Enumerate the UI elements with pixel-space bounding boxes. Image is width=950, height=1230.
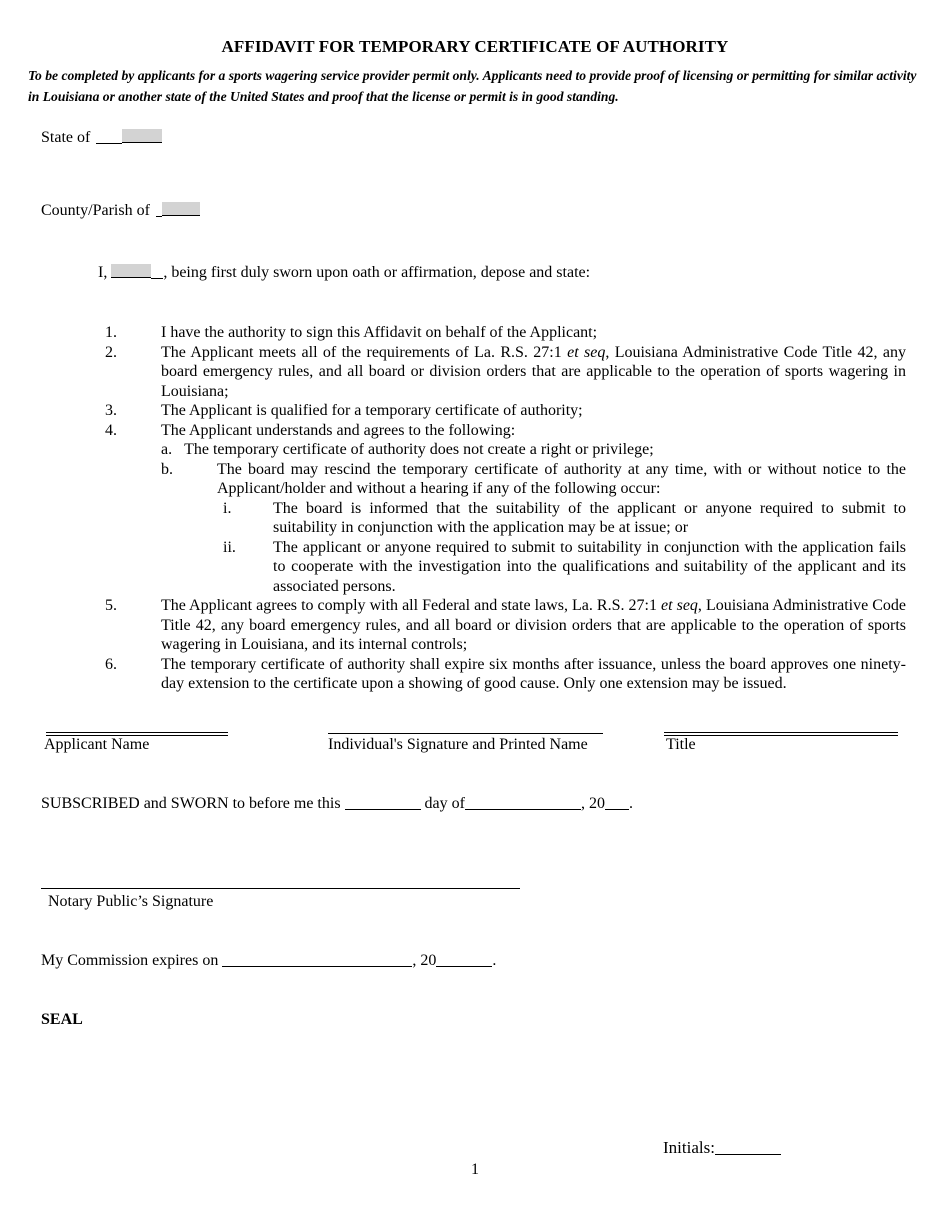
statement-text: The Applicant meets all of the requirements of La. R.S. 27:1 et seq, Louisiana Administrative Code Title 42, any board emergency rules, and all board or division orders that are applicable to the operation of sports wagering in Louisiana; [161,343,906,400]
title-line-double [664,735,898,736]
instructions-subtitle: To be completed by applicants for a sports wagering service provider permit only. Applicants need to provide proof of licensing or permitting for similar activity in Louisiana or another state of the United States and proof that the license or permit is in good standing. [28,68,917,104]
seal-label: SEAL [41,1011,83,1028]
county-line [41,201,200,221]
individual-signature-label: Individual's Signature and Printed Name [328,736,588,753]
statement-number: 4. [105,421,117,439]
initials-label: Initials: [663,1138,715,1157]
affiant-underline [151,264,163,279]
subscribed-day-of: day of [424,795,465,812]
affiant-name-input[interactable] [111,264,151,278]
commission-year-prefix: , 20 [412,952,437,969]
title-label: Title [666,736,696,753]
commission-text: My Commission expires on [41,952,219,969]
statement-number: 3. [105,402,117,419]
affidavit-statements [100,323,906,694]
statement-text: The Applicant agrees to comply with all Federal and state laws, La. R.S. 27:1 et seq, Louisiana Administrative Code Title 42, any board emergency rules, and all board or division orders that are applicable to the operation of sports wagering in Louisiana, and its internal controls; [161,597,907,653]
commission-end: . [492,952,497,969]
sub-label: a. [161,441,173,458]
oath-line [98,263,590,283]
applicant-name-label: Applicant Name [44,736,150,753]
month-input[interactable] [465,795,581,810]
statement-6 [100,655,906,694]
initials-input[interactable] [715,1140,781,1155]
subscribed-line [41,794,633,814]
state-label: State of [41,129,91,146]
commission-line [41,951,496,971]
statement-text: The temporary certificate of authority shall expire six months after issuance, unless the board approves one ninety-day extension to the certificate upon a showing of good cause. Only one extension may be issued. [161,655,906,692]
subscribed-text: SUBSCRIBED and SWORN to before me this [41,795,341,812]
sub-text: The applicant or anyone required to submit to suitability in conjunction with the application fails to cooperate with the investigation into the qualifications and suitability of the applicant and its associated persons. [273,538,906,595]
county-input[interactable] [162,202,200,216]
page-title: AFFIDAVIT FOR TEMPORARY CERTIFICATE OF AUTHORITY [221,37,729,56]
statement-4b [100,460,906,499]
page-number: 1 [471,1161,479,1178]
year-input[interactable] [605,795,629,810]
subscribed-year-prefix: , 20 [580,795,605,812]
initials-line [663,1138,781,1158]
statement-1 [100,323,906,343]
sub-label: ii. [223,538,236,556]
statement-3 [100,401,906,421]
commission-year-input[interactable] [436,952,492,967]
sub-text: The board is informed that the suitability of the applicant or anyone required to submit to suitability in conjunction with the application may be at issue; or [273,499,906,536]
statement-4b-i [100,499,906,538]
statement-number: 2. [105,343,117,361]
statement-number: 5. [105,597,117,614]
sub-text: The board may rescind the temporary certificate of authority at any time, with or without notice to the Applicant/holder and without a hearing if any of the following occur: [217,460,906,497]
notary-signature-label: Notary Public’s Signature [48,893,214,910]
statement-5 [100,596,906,655]
commission-date-input[interactable] [222,952,412,967]
subscribed-end: . [628,795,633,812]
oath-suffix: , being first duly sworn upon oath or affirmation, depose and state: [163,264,591,281]
day-input[interactable] [345,795,421,810]
state-line [41,128,162,148]
statement-text: I have the authority to sign this Affidavit on behalf of the Applicant; [161,324,598,341]
statement-number: 1. [105,324,117,341]
sub-text: The temporary certificate of authority does not create a right or privilege; [184,441,654,458]
statement-2 [100,343,906,402]
sub-label: b. [161,460,173,478]
statement-text: The Applicant understands and agrees to the following: [161,421,516,439]
notary-signature-line[interactable] [41,888,520,889]
title-line[interactable] [664,732,898,733]
oath-prefix: I, [98,264,108,281]
statement-text: The Applicant is qualified for a temporary certificate of authority; [161,402,583,419]
statement-4 [100,421,906,441]
state-input[interactable] [122,129,162,143]
state-underline [96,129,122,144]
individual-signature-line[interactable] [328,733,603,734]
applicant-name-line[interactable] [46,732,228,733]
statement-4b-ii [100,538,906,597]
sub-label: i. [223,499,232,517]
statement-4a [161,440,906,460]
county-label: County/Parish of [41,202,150,219]
statement-number: 6. [105,655,117,673]
